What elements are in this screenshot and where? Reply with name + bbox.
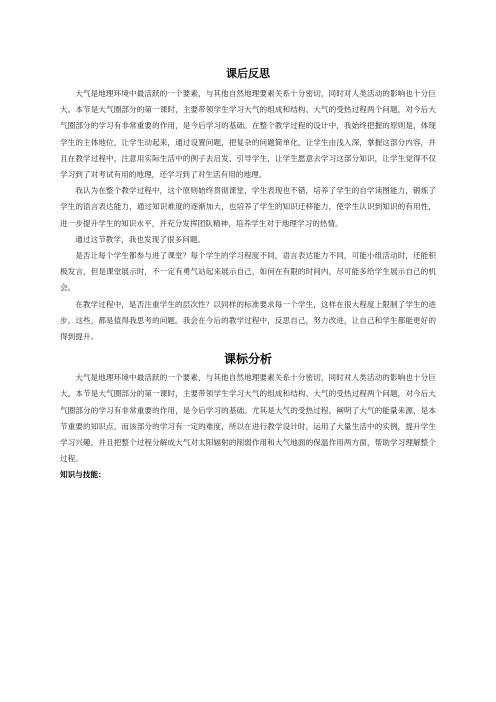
curriculum-paragraph-1: 大气是地理环境中最活跃的一个要素，与其他自然地理要素关系十分密切，同时对人类活动的影响也十分巨大。本节是大气圈部分的第一课时，主要带领学生学习大气的组成和结构、大气的受热过程两个问题，对今后大气圈部分的学习有非常重要的作用，是今后学习的基础。尤其是大气的受热过程，阐明了大气的能量来源，是本节重要的知识点，而该部分的学习有一定的难度，所以在进行教学设计时，运用了大量生活中的实例，提升学生学习兴趣，并且把整个过程分解成大气对太阳辐射的削弱作用和大气地面的保温作用两方面，帮助学习理解整个过程。 <box>60 373 436 464</box>
reflection-paragraph-5: 在教学过程中，是否注重学生的层次性？以同样的标准要求每一个学生，这样在很大程度上限制了学生的进步。这些，都是值得我思考的问题。我会在今后的教学过程中，反思自己，努力改进，让自己和学生都能更好的得到提升。 <box>60 299 436 342</box>
reflection-paragraph-3: 通过这节教学，我也发现了很多问题。 <box>75 234 206 244</box>
reflection-paragraph-1: 大气是地理环境中最活跃的一个要素，与其他自然地理要素关系十分密切，同时对人类活动的影响也十分巨大。本节是大气圈部分的第一课时，主要带领学生学习大气的组成和结构、大气的受热过程两个问题，对今后大气圈部分的学习有非常重要的作用，是今后学习的基础。在整个教学过程的设计中，我始终把握的原则是，体现学生的主体地位，让学生动起来，通过设置问题，把复杂的问题简单化，让学生由浅入深，掌握这部分内容，并且在教学过程中，注意用实际生活中的例子去启发、引导学生，让学生愿意去学习这部分知识，让学生觉得不仅学习到了对考试有用的地理，还学习到了对生活有用的地理。 <box>60 89 436 180</box>
curriculum-title: 课标分析 <box>223 352 272 367</box>
knowledge-skills-heading: 知识与技能： <box>60 470 106 480</box>
document-content <box>60 66 436 484</box>
reflection-title: 课后反思 <box>226 67 270 80</box>
reflection-paragraph-4: 是否让每个学生都参与进了课堂？每个学生的学习程度不同，语言表达能力不同，可能小组活动时，还能积极发言，但是课堂展示时，不一定有勇气站起来展示自己，如何在有限的时间内，尽可能多给学生展示自己的机会。 <box>60 251 436 293</box>
reflection-paragraph-2: 我认为在整个教学过程中，这个原则始终贯彻课堂，学生表现也不错，培养了学生的自学读图能力，锻炼了学生的语言表达能力，通过知识难度的逐渐加大，也培养了学生的知识迁移能力，使学生认识到知识的有用性，进一步提升学生的知识水平，并充分发挥团队精神，培养学生对于地理学习的热情。 <box>60 186 436 228</box>
